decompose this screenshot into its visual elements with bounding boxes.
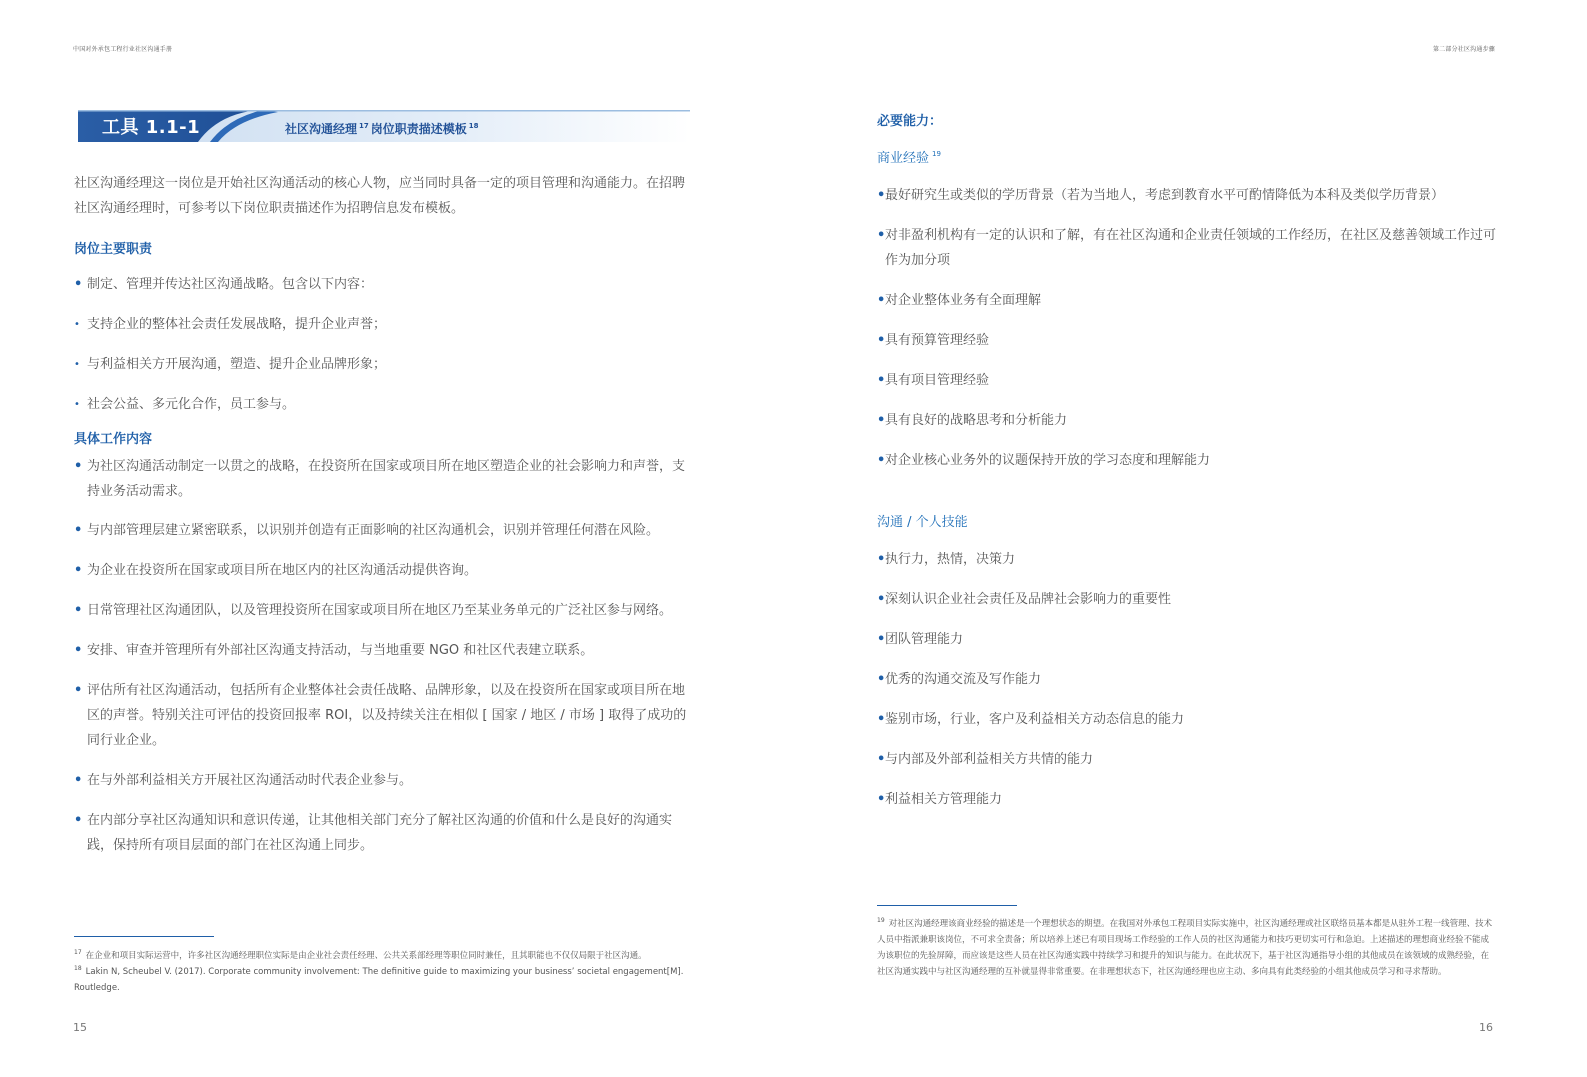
list-item-text: 最好研究生或类似的学历背景（若为当地人，考虑到教育水平可酌情降低为本科及类似学历背景） [885,188,1445,203]
bullet-icon: • [877,552,886,567]
banner-title-part2: 岗位职责描述模板 [370,122,467,136]
footnote-divider [74,936,214,937]
list-item-text: 鉴别市场，行业，客户及利益相关方动态信息的能力 [885,712,1185,727]
sub-bullet-icon: • [74,399,80,410]
bullet-icon: • [877,752,886,767]
list-item-text: 为企业在投资所在国家或项目所在地区内的社区沟通活动提供咨询。 [87,563,478,578]
list-item [877,747,1497,772]
bullet-icon: • [877,188,886,203]
list-item [877,328,1497,353]
list-item-text: 安排、审查并管理所有外部社区沟通支持活动，与当地重要 NGO 和社区代表建立联系。 [87,643,594,658]
bullet-icon: • [877,453,886,468]
footnote-text: 在企业和项目实际运营中，许多社区沟通经理职位实际是由企业社会责任经理、公共关系部经理等职位同时兼任，且其职能也不仅仅局限于社区沟通。 [85,951,647,961]
tool-label: 工具 1.1-1 [102,117,201,138]
footnote-ref-18: 18 [468,122,479,130]
bullet-icon: • [877,333,886,348]
footnote-ref-17: 17 [359,122,369,130]
bullet-icon: • [74,563,83,578]
footnote-text: Lakin N, Scheubel V. (2017). Corporate community involvement: The definitive guide to maximizing your business’ societal engagement[M]. Routledge. [74,967,684,993]
section-heading-required-abilities: 必要能力： [877,114,943,129]
list-item [74,598,694,623]
list-item-text: 在与外部利益相关方开展社区沟通活动时代表企业参与。 [87,773,413,788]
subheading-business-experience [877,147,941,166]
list-item [877,288,1497,313]
list-item-text: 利益相关方管理能力 [885,792,1003,807]
list-item-text: 具有预算管理经验 [885,333,990,348]
bullet-icon: • [877,293,886,308]
bullet-icon: • [74,277,83,292]
list-item [877,408,1497,433]
bullet-icon: • [877,413,886,428]
list-item [877,183,1497,208]
list-item [877,707,1497,732]
footnote-number: 19 [877,917,885,924]
bullet-icon: • [877,712,886,727]
page-number: 15 [73,1021,87,1034]
footnote-number: 17 [74,949,82,956]
footnote-18 [74,961,696,996]
tool-banner [78,110,690,142]
list-item-text: 为社区沟通活动制定一以贯之的战略，在投资所在国家或项目所在地区塑造企业的社会影响力和声誉，支持业务活动需求。 [87,459,686,499]
footnote-19 [877,913,1495,980]
list-item-text: 与利益相关方开展沟通，塑造、提升企业品牌形象； [87,357,387,372]
bullet-icon: • [74,813,83,828]
sub-bullet-icon: • [74,359,80,370]
bullet-icon: • [74,523,83,538]
bullet-icon: • [877,792,886,807]
list-item [877,368,1497,393]
bullet-icon: • [877,672,886,687]
list-item [74,558,694,583]
list-item [877,448,1497,473]
bullet-icon: • [877,373,886,388]
list-item-text: 制定、管理并传达社区沟通战略。包含以下内容： [87,277,374,292]
list-item-text: 社会公益、多元化合作，员工参与。 [87,397,296,412]
list-item [74,454,694,504]
section-heading-duties: 岗位主要职责 [74,242,153,257]
list-item-text: 具有良好的战略思考和分析能力 [885,413,1068,428]
bullet-icon: • [877,228,886,243]
list-item-text: 对企业核心业务外的议题保持开放的学习态度和理解能力 [885,453,1211,468]
list-item [74,392,694,417]
list-item [877,223,1497,273]
list-item-text: 评估所有社区沟通活动，包括所有企业整体社会责任战略、品牌形象，以及在投资所在国家或项目所在地区的声誉。特别关注可评估的投资回报率 ROI，以及持续关注在相似 [ 国家 / 地区 / 市场 ] 取得了成功的同行业企业。 [87,683,687,748]
list-item-text: 支持企业的整体社会责任发展战略，提升企业声誉； [87,317,387,332]
list-item [74,352,694,377]
footnote-number: 18 [74,965,82,972]
bullet-icon: • [877,592,886,607]
bullet-icon: • [74,773,83,788]
section-heading-work-content: 具体工作内容 [74,432,153,447]
bullet-icon: • [74,683,83,698]
list-item-text: 执行力，热情，决策力 [885,552,1016,567]
list-item [877,667,1497,692]
footnote-text: 对社区沟通经理该商业经验的描述是一个理想状态的期望。在我国对外承包工程项目实际实施中，社区沟通经理或社区联络员基本都是从驻外工程一线管理、技术人员中指派兼职该岗位，不可求全责备；所以培养上述已有项目现场工作经验的工作人员的社区沟通能力和技巧更切实可行和急迫。上述描述的理想商业经验不能成为该职位的先验屏障，而应该是这些人员在社区沟通实践中持续学习和提升的知识与能力。在此状况下，基于社区沟通指导小组的其他成员在该领域的成熟经验，在社区沟通实践中与社区沟通经理的互补就显得非常重要。在非理想状态下，社区沟通经理也应主动、多向具有此类经验的小组其他成员学习和寻求帮助。 [877,919,1493,977]
bullet-icon: • [877,632,886,647]
list-item-text: 日常管理社区沟通团队，以及管理投资所在国家或项目所在地区乃至某业务单元的广泛社区参与网络。 [87,603,673,618]
list-item [74,312,694,337]
list-item-text: 与内部及外部利益相关方共情的能力 [885,752,1094,767]
list-item [877,787,1497,812]
list-item [877,547,1497,572]
intro-paragraph: 社区沟通经理这一岗位是开始社区沟通活动的核心人物，应当同时具备一定的项目管理和沟通能力。在招聘社区沟通经理时，可参考以下岗位职责描述作为招聘信息发布模板。 [74,176,686,216]
list-item [74,518,694,543]
list-item-text: 对非盈利机构有一定的认识和了解，有在社区沟通和企业责任领域的工作经历，在社区及慈善领域工作过可作为加分项 [885,228,1497,268]
bullet-icon: • [74,643,83,658]
list-item [74,678,694,753]
list-item-text: 在内部分享社区沟通知识和意识传递，让其他相关部门充分了解社区沟通的价值和什么是良好的沟通实践，保持所有项目层面的部门在社区沟通上同步。 [87,813,673,853]
banner-title-part1: 社区沟通经理 [285,122,358,136]
list-item-text: 优秀的沟通交流及写作能力 [885,672,1042,687]
list-item [877,587,1497,612]
subheading-text: 商业经验 [877,151,930,166]
bullet-icon: • [74,603,83,618]
list-item-text: 与内部管理层建立紧密联系，以识别并创造有正面影响的社区沟通机会，识别并管理任何潜在风险。 [87,523,660,538]
running-head: 第二部分社区沟通步骤 [1432,46,1495,53]
running-head: 中国对外承包工程行业社区沟通手册 [73,46,173,53]
list-item [877,627,1497,652]
list-item-text: 具有项目管理经验 [885,373,990,388]
list-item-text: 对企业整体业务有全面理解 [885,293,1042,308]
list-item [74,272,694,297]
footnote-ref-19: 19 [932,150,941,158]
banner-title [285,120,481,137]
footnote-divider [877,905,1017,906]
page-number: 16 [1479,1021,1493,1034]
list-item-text: 深刻认识企业社会责任及品牌社会影响力的重要性 [885,592,1172,607]
list-item [74,768,694,793]
subheading-communication-skills: 沟通 / 个人技能 [877,515,968,530]
list-item [74,808,694,858]
list-item [74,638,694,663]
sub-bullet-icon: • [74,319,80,330]
left-page [0,0,793,1077]
bullet-icon: • [74,459,83,474]
list-item-text: 团队管理能力 [885,632,964,647]
